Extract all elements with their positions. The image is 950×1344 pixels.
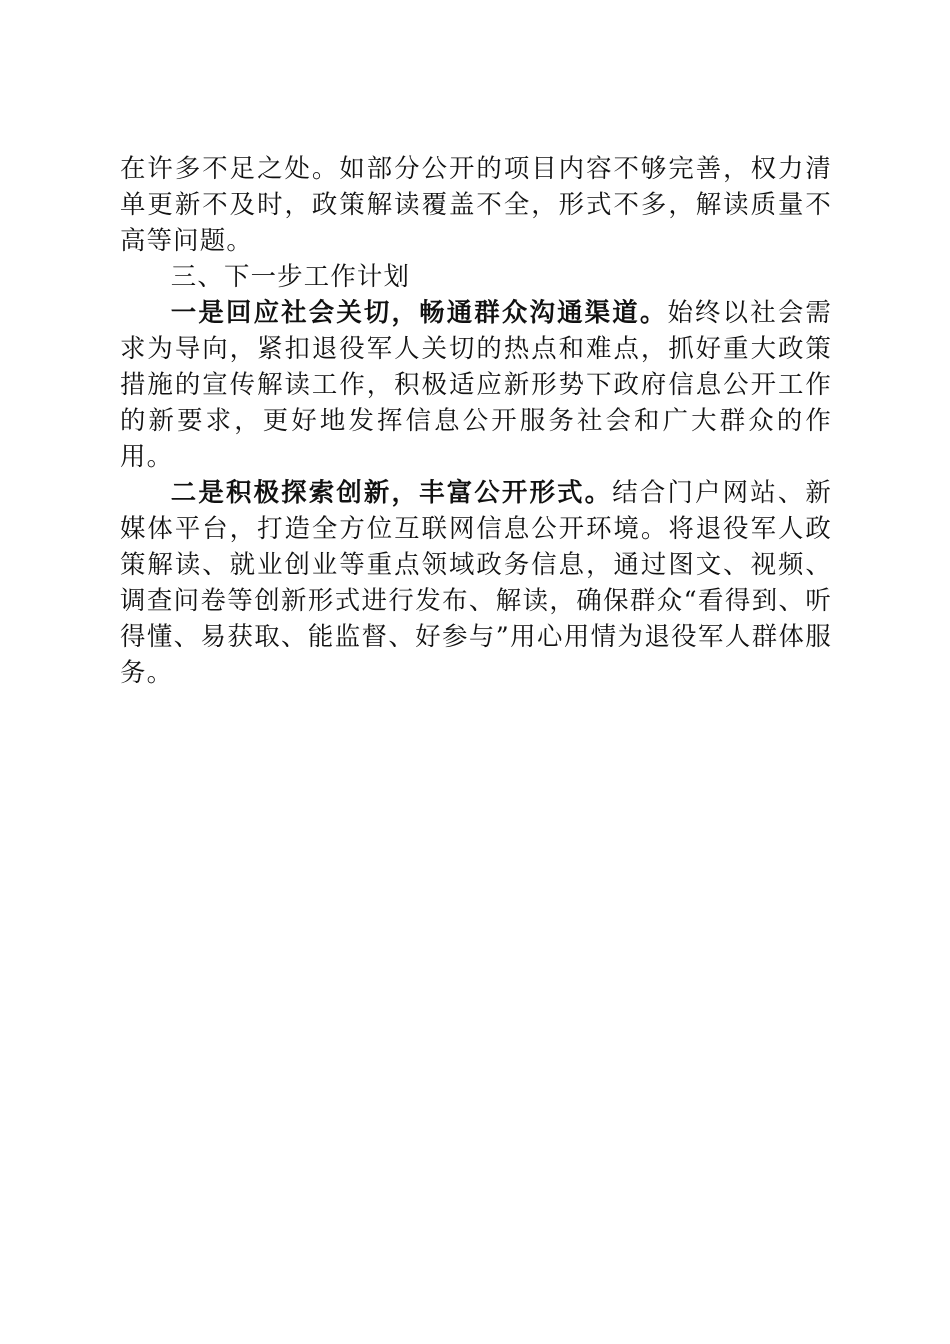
- continuation-paragraph: 在许多不足之处。如部分公开的项目内容不够完善，权力清单更新不及时，政策解读覆盖不全，形式不多，解读质量不高等问题。: [120, 153, 832, 255]
- plan-2-lead: 二是积极探索创新，丰富公开形式。: [170, 477, 613, 507]
- document-page: [120, 150, 832, 690]
- plan-1-lead: 一是回应社会关切，畅通群众沟通渠道。: [170, 297, 668, 327]
- plan-paragraph-1: [120, 294, 832, 474]
- plan-paragraph-2: [120, 474, 832, 690]
- plan-1-body: 始终以社会需求为导向，紧扣退役军人关切的热点和难点，抓好重大政策措施的宣传解读工作，积极适应新形势下政府信息公开工作的新要求，更好地发挥信息公开服务社会和广大群众的作用。: [120, 297, 833, 471]
- plan-2-body: 结合门户网站、新媒体平台，打造全方位互联网信息公开环境。将退役军人政策解读、就业创业等重点领域政务信息，通过图文、视频、调查问卷等创新形式进行发布、解读，确保群众“看得到、听得懂、易获取、能监督、好参与”用心用情为退役军人群体服务。: [120, 477, 832, 687]
- section-heading: 三、下一步工作计划: [170, 261, 411, 291]
